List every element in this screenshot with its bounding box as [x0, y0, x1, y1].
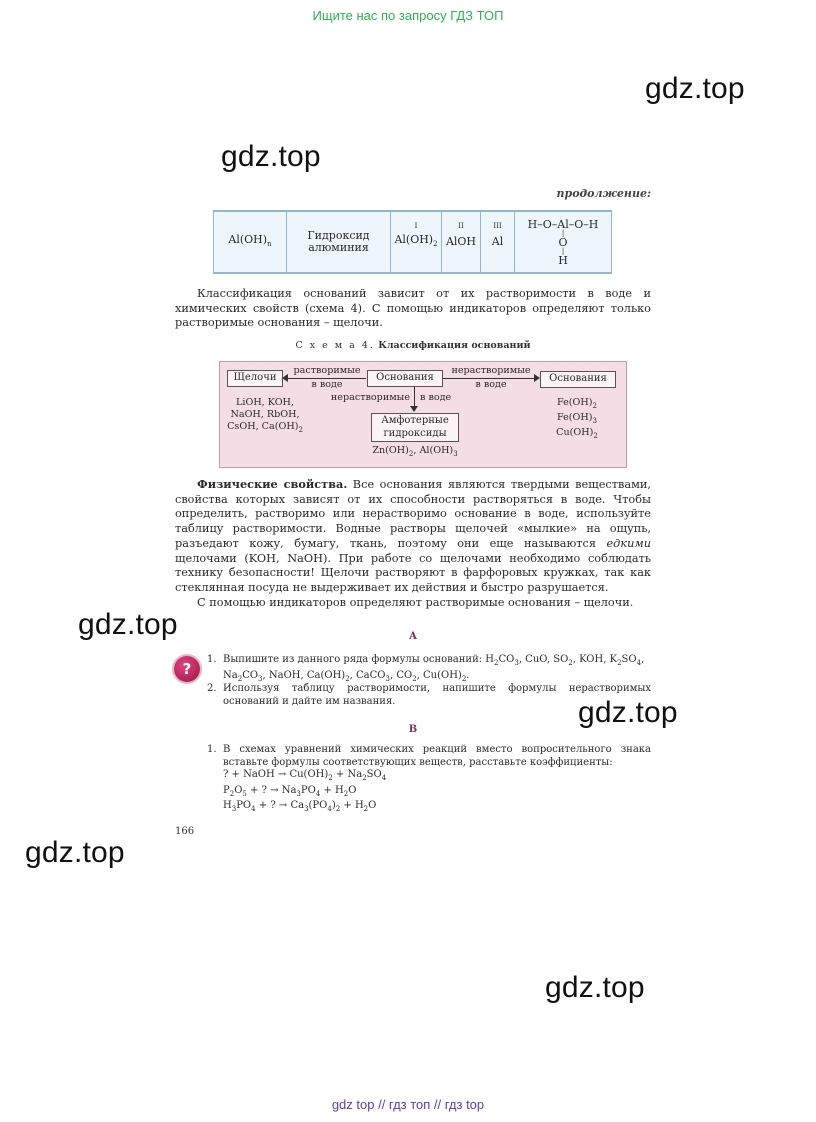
formula-text: Al(OH): [228, 232, 268, 246]
step-text: Al: [491, 235, 504, 248]
label-in-water-down: в воде: [420, 392, 452, 403]
insoluble-line: Fe(OH): [557, 411, 593, 423]
label-soluble: растворимые: [293, 365, 361, 376]
bases-classification-scheme: [219, 361, 627, 468]
scheme-title-text: Классификация оснований: [378, 340, 531, 351]
question-number: 2.: [207, 683, 217, 694]
alkali-box: Щелочи: [227, 370, 283, 387]
watermark: gdz.top: [221, 140, 321, 173]
section-b-heading: B: [408, 724, 418, 735]
section-a-heading: A: [409, 631, 417, 642]
amphoteric-box: [371, 413, 459, 442]
page-number: 166: [175, 826, 195, 837]
question-text: Выпишите из данного ряда формулы оснований: H: [223, 654, 495, 665]
physical-italic: едкими: [606, 536, 651, 550]
hydroxide-table: [213, 210, 612, 274]
insoluble-sub: 2: [592, 401, 597, 410]
label-insoluble: нерастворимые: [451, 365, 531, 376]
footer-links[interactable]: gdz top // гдз топ // гдз top: [331, 1097, 485, 1112]
insoluble-line: Fe(OH): [557, 397, 593, 408]
scheme-number: С х е м а 4.: [295, 340, 375, 351]
alkali-sub: 2: [298, 425, 303, 434]
equation: $H_3PO_4$ + ? → $Ca_3(PO_4)_2 + H_2O$: [223, 800, 377, 814]
table-formula-cell: [213, 212, 287, 272]
intro-paragraph: [175, 287, 651, 331]
watermark: gdz.top: [578, 696, 678, 729]
question-a1: 1. Выпишите из данного ряда формулы оснований: $H_2CO_3$, CuO, $SO_2$, KOH, $K_2SO_4$, $Na_2CO_3$, NaOH, $Ca(OH)_2$, CaCO$_3$, $CO_2$, $Cu(OH)_2$.: [207, 654, 645, 683]
physical-text-1: Все основания являются твердыми веществами, свойства которых зависят от их способности растворяться в воде. Чтобы определить, растворимо или нерастворимо основание в воде, используйте таблицу растворимости. Водные растворы щелочей «мылкие» на ощупь, разъедают кожу, бумагу, ткань, поэтому они еще называются: [175, 478, 651, 550]
hydroxide-name: Гидроксид алюминия: [307, 229, 370, 254]
structure-line: H: [558, 253, 568, 267]
watermark: gdz.top: [645, 72, 745, 105]
amphoteric-examples: $Zn(OH)_2$, $Al(OH)_3$: [372, 445, 458, 458]
question-a2: [207, 683, 651, 708]
insoluble-line: Cu(OH): [556, 426, 594, 438]
structure-line: H–O–Al–O–H: [527, 217, 599, 231]
equation: $P_2O_5$ + ? → $Na_3PO_4 + H_2O$: [223, 784, 357, 798]
physical-text-3: С помощью индикаторов определяют растворимые основания – щелочи.: [197, 595, 634, 609]
physical-properties-text: [175, 477, 651, 596]
insoluble-sub: 3: [592, 416, 597, 425]
insoluble-bases-box: Основания: [540, 371, 616, 388]
question-number: 1.: [207, 744, 217, 755]
physical-lead: Физические свойства.: [197, 477, 348, 491]
label-insoluble-down: нерастворимые: [330, 392, 410, 403]
question-text: В схемах уравнений химических реакций вместо вопросительного знака вставьте формулы соответствующих веществ, расставьте коэффициенты:: [223, 744, 651, 768]
physical-text-2: щелочами (KOH, NaOH). При работе со щелочами необходимо соблюдать технику безопасности! Щелочи растворяют в фарфоровых кружках, так как стеклянная посуда не выдерживает их действия и быстро разрушается.: [175, 551, 651, 594]
label-in-water: в воде: [475, 379, 507, 390]
table-step-cell: [442, 212, 481, 272]
step-roman: II: [458, 222, 464, 230]
amphoteric-label-1: Амфотерные: [381, 415, 449, 426]
step-text: Al(OH): [394, 232, 434, 246]
amphoteric-label-2: гидроксиды: [383, 428, 447, 439]
intro-text: Классификация оснований зависит от их растворимости в воде и химических свойств (схема 4). С помощью индикаторов определяют только растворимые основания – щелочи.: [175, 287, 651, 330]
table-name-cell: [287, 212, 391, 272]
equation-list: [223, 769, 651, 816]
bases-center-box: Основания: [367, 370, 443, 387]
continuation-label: продолжение:: [556, 187, 651, 200]
alkali-examples: [222, 397, 308, 436]
alkali-line: NaOH, RbOH,: [230, 409, 300, 420]
alkali-line: LiOH, KOH,: [236, 397, 294, 408]
amph-example: , Al(OH): [413, 445, 454, 456]
amph-example: Zn(OH): [372, 445, 409, 456]
scheme-title: [175, 340, 651, 351]
step-sub: 2: [433, 240, 438, 249]
question-number: 1.: [207, 654, 217, 665]
table-structure-cell: [515, 212, 612, 272]
watermark: gdz.top: [25, 836, 125, 869]
watermark: gdz.top: [545, 971, 645, 1004]
question-b1: [207, 744, 651, 816]
structure-line: O: [558, 235, 568, 249]
step-roman: III: [493, 222, 502, 230]
insoluble-examples: [542, 397, 612, 442]
step-text: AlOH: [445, 235, 477, 248]
question-text: Используя таблицу растворимости, напишите формулы нерастворимых оснований и дайте им названия.: [223, 683, 651, 707]
watermark: gdz.top: [78, 608, 178, 641]
top-promo-link[interactable]: Ищите нас по запросу ГДЗ ТОП: [312, 8, 504, 23]
structure-bond: |: [561, 246, 565, 255]
table-step-cell: [391, 212, 442, 272]
insoluble-sub: 2: [593, 431, 598, 440]
equation: ? + NaOH → $Cu(OH)_2 + Na_2SO_4$: [223, 769, 387, 783]
physical-properties-paragraph: [175, 477, 651, 610]
label-in-water: в воде: [311, 379, 343, 390]
arrow-head-left: [282, 374, 288, 382]
arrow-to-amphoteric: [414, 387, 415, 407]
arrow-head-down: [410, 406, 418, 412]
question-icon: ?: [174, 656, 200, 682]
alkali-line: CsOH, Ca(OH): [227, 421, 299, 432]
table-step-cell: [481, 212, 515, 272]
formula-sub: n: [267, 240, 272, 249]
structure-bond: |: [561, 228, 565, 237]
step-roman: I: [414, 222, 418, 230]
